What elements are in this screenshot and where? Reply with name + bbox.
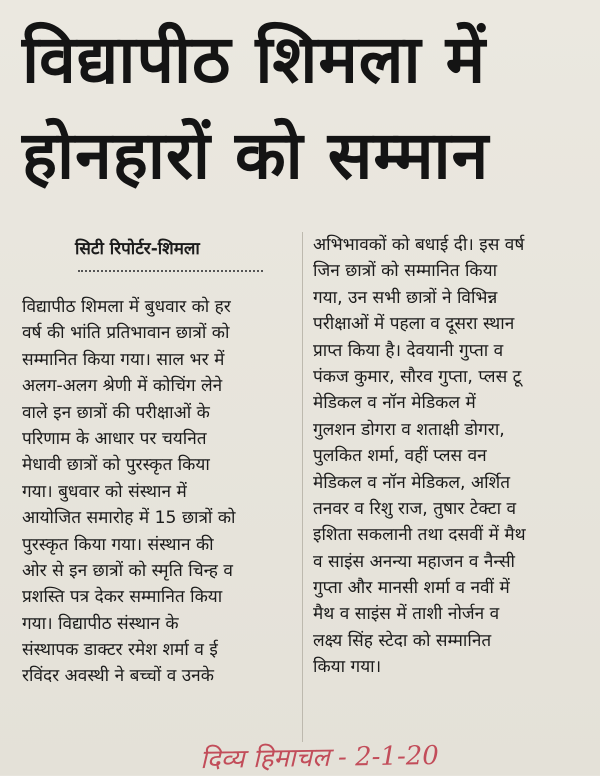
text-line: गया, उन सभी छात्रों ने विभिन्न [313,287,498,308]
text-line: परीक्षाओं में पहला व दूसरा स्थान [313,314,515,335]
article-column-left [22,294,294,690]
text-line: लक्ष्य सिंह स्टेदा को सम्मानित [313,630,492,651]
text-line: किया गया। [313,657,382,678]
byline: सिटी रिपोर्टर-शिमला [75,239,200,259]
text-line: मेडिकल व नॉन मेडिकल, अर्शित [313,472,511,493]
text-line: गया। बुधवार को संस्थान में [22,481,187,502]
text-line: वर्ष की भांति प्रतिभावान छात्रों को [22,323,230,344]
text-line: गुलशन डोगरा व शताक्षी डोगरा, [313,419,505,440]
headline [22,14,582,206]
text-line: मैथ व साइंस में ताशी नोर्जन व [313,604,500,625]
text-line: पुलकित शर्मा, वहीं प्लस वन [313,446,487,467]
text-line: अलग-अलग श्रेणी में कोचिंग लेने [22,376,223,397]
text-line: जिन छात्रों को सम्मानित किया [313,261,498,282]
text-line: परिणाम के आधार पर चयनित [22,428,207,449]
text-line: प्रशस्ति पत्र देकर सम्मानित किया [22,587,223,608]
text-line: इशिता सकलानी तथा दसवीं में मैथ [313,525,526,546]
text-line: गुप्ता और मानसी शर्मा व नवीं में [313,578,510,599]
text-line: वाले इन छात्रों की परीक्षाओं के [22,402,210,423]
article-column-right [313,232,585,681]
text-line: ओर से इन छात्रों को स्मृति चिन्ह व [22,560,233,581]
text-line: पंकज कुमार, सौरव गुप्ता, प्लस टू [313,366,522,387]
headline-line-2: होनहारों को सम्मान [22,117,490,194]
text-line: पुरस्कृत किया गया। संस्थान की [22,534,214,555]
text-line: गया। विद्यापीठ संस्थान के [22,613,179,634]
text-line: आयोजित समारोह में 15 छात्रों को [22,508,236,529]
text-line: रविंदर अवस्थी ने बच्चों व उनके [22,666,214,687]
text-line: व साइंस अनन्या महाजन व नैन्सी [313,551,516,572]
text-line: प्राप्त किया है। देवयानी गुप्ता व [313,340,504,361]
headline-line-1: विद्यापीठ शिमला में [22,21,487,98]
text-line: विद्यापीठ शिमला में बुधवार को हर [22,297,231,317]
text-line: तनवर व रिशु राज, तुषार टेक्टा व [313,498,517,519]
handwritten-source-date: दिव्य हिमाचल - 2-1-20 [199,740,440,776]
text-line: सम्मानित किया गया। साल भर में [22,349,225,370]
byline-separator [78,270,263,272]
text-line: अभिभावकों को बधाई दी। इस वर्ष [313,235,525,255]
text-line: मेधावी छात्रों को पुरस्कृत किया [22,455,210,476]
column-divider [302,232,303,742]
text-line: संस्थापक डाक्टर रमेश शर्मा व ई [22,640,218,661]
text-line: मेडिकल व नॉन मेडिकल में [313,393,476,414]
